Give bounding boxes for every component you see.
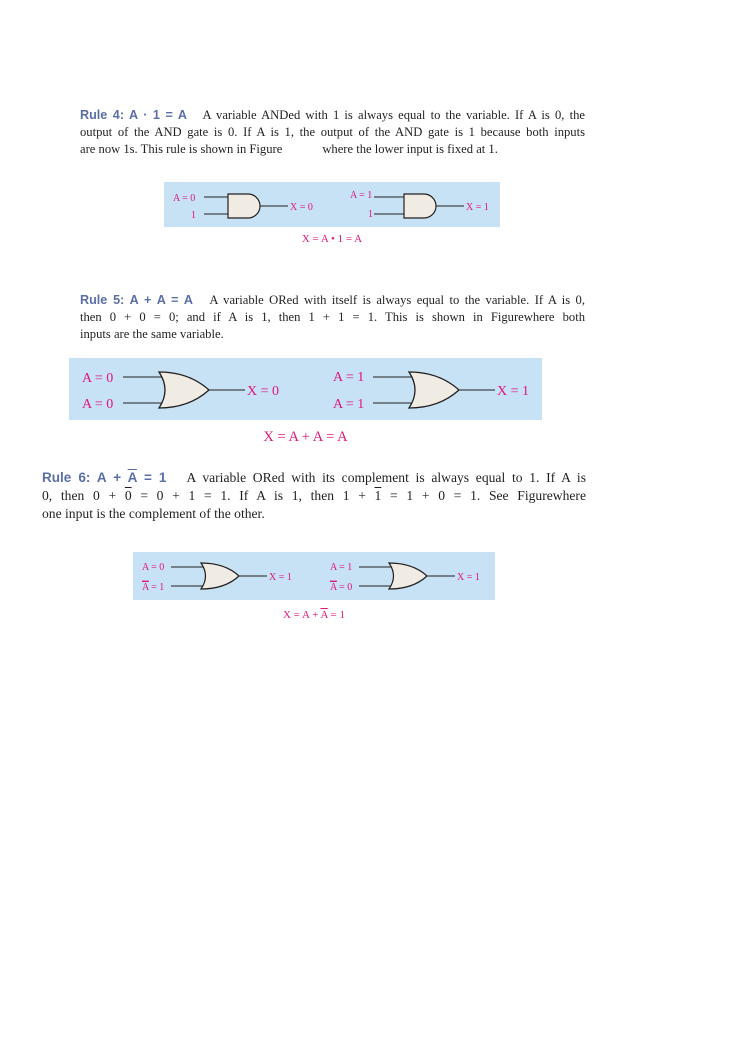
and-gate-left (173, 193, 313, 221)
rule6-left-in1: A = 0 (142, 562, 165, 573)
rule4-paragraph (80, 107, 585, 158)
and-gate-right (350, 190, 489, 220)
rule5-paragraph (80, 292, 585, 343)
rule4-right-in2: 1 (368, 209, 373, 220)
or-gate-shape (389, 563, 427, 589)
or-gate-right (333, 370, 529, 412)
rule5-line3: inputs are the same variable. (80, 327, 224, 341)
or-gate-left (142, 562, 292, 593)
rule4-left-out: X = 0 (290, 202, 313, 213)
rule5-line1: Rule 5: A + A = A A variable ORed with itself is always equal to the variable. If A is 0, (80, 293, 585, 307)
or-gate-shape (409, 372, 459, 408)
rule5-caption: X = A + A = A (263, 429, 348, 445)
rule6-left-out: X = 1 (269, 572, 292, 583)
or-gate-right (330, 562, 480, 593)
rule5-left-in1: A = 0 (82, 371, 114, 386)
or-gate-shape (159, 372, 209, 408)
rule5-diagram (69, 358, 542, 420)
rule6-left-in2: A = 1 (142, 582, 165, 593)
rule4-line2: output of the AND gate is 0. If A is 1, the output of the AND gate is 1 because both inputs (80, 125, 585, 139)
rule6-right-in2: A = 0 (330, 582, 353, 593)
and-gate-shape (404, 194, 436, 218)
rule4-right-in1: A = 1 (350, 190, 373, 201)
rule5-left-out: X = 0 (247, 384, 280, 399)
rule4-left-in2: 1 (191, 210, 196, 221)
rule6-heading: Rule 6: $A + \overline{A} = 1$ (42, 470, 167, 485)
or-gate-shape (201, 563, 239, 589)
and-gate-shape (228, 194, 260, 218)
rule6-line2: 0, then 0 + 0 = 0 + 1 = 1. If A is 1, then 1 + 1 = 1 + 0 = 1. See Figurewhere (42, 488, 586, 503)
rule4-right-out: X = 1 (466, 202, 489, 213)
rule6-right-in1: A = 1 (330, 562, 353, 573)
rule4-figure (164, 182, 500, 227)
rule6-caption: $X = A + \overline{A} = 1$ (282, 609, 346, 621)
rule6-line3: one input is the complement of the other. (42, 506, 265, 521)
rule5-line2: then 0 + 0 = 0; and if A is 1, then 1 + 1 = 1. This is shown in Figurewhere both (80, 310, 585, 324)
rule5-figure (69, 358, 542, 420)
rule4-heading: Rule 4: A · 1 = A (80, 108, 187, 122)
rule5-right-out: X = 1 (497, 384, 530, 399)
rule4-line3: are now 1s. This rule is shown in Figure where the lower input is fixed at 1. (80, 142, 498, 156)
rule4-caption: X = A • 1 = A (301, 233, 363, 245)
rule6-figure (133, 552, 495, 600)
rule4-diagram (164, 182, 500, 227)
rule6-line1: Rule 6: $A + \overline{A} = 1$ A variable ORed with its complement is always equal to 1. If A is (42, 470, 586, 485)
rule5-heading: Rule 5: A + A = A (80, 293, 193, 307)
rule5-right-in2: A = 1 (333, 397, 365, 412)
rule4-left-in1: A = 0 (173, 193, 196, 204)
rule6-diagram (133, 552, 495, 600)
rule4-line1: Rule 4: A · 1 = A A variable ANDed with 1 is always equal to the variable. If A is 0, the (80, 108, 585, 122)
rule5-left-in2: A = 0 (82, 397, 114, 412)
rule5-right-in1: A = 1 (333, 370, 365, 385)
rule6-paragraph (42, 469, 586, 523)
rule6-right-out: X = 1 (457, 572, 480, 583)
or-gate-left (82, 371, 279, 412)
